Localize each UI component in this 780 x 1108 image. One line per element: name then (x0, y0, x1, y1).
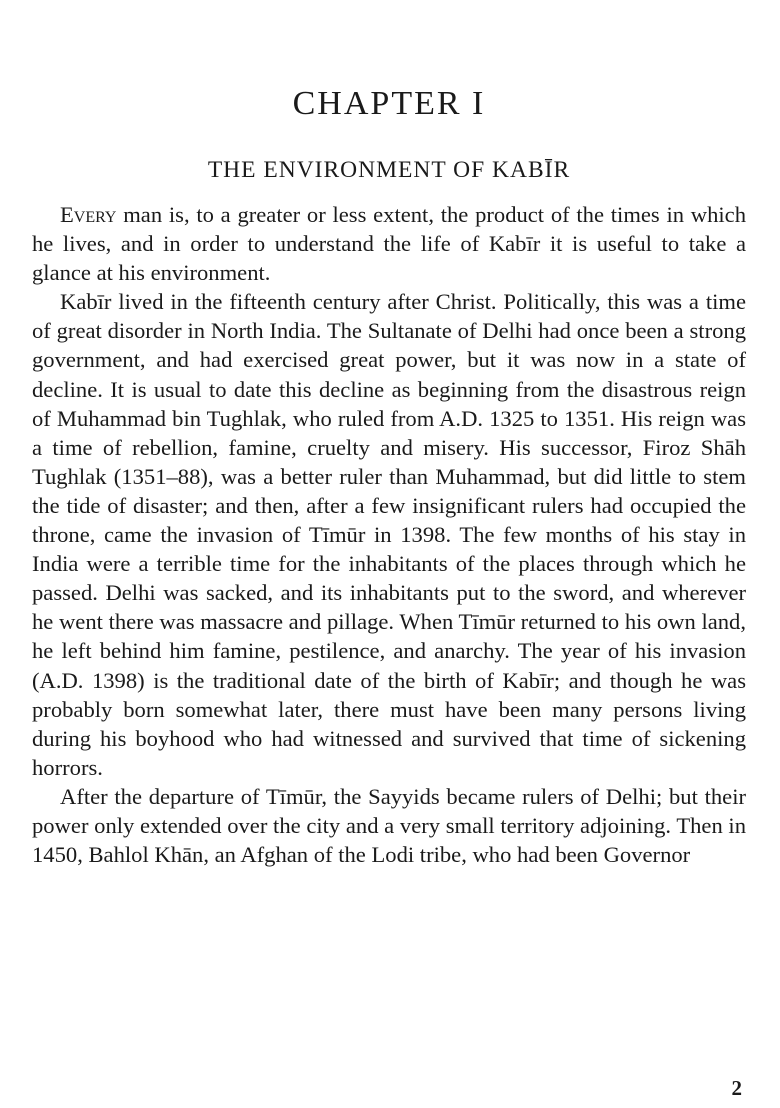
paragraph-text: Kabīr lived in the fifteenth century after Christ. Politically, this was a time of great disorder in North India. The Sultanate of Delhi had once been a strong government, and had exercised great power, but it was now in a state of decline. It is usual to date this decline as beginning from the disastrous reign of Muhammad bin Tughlak, who ruled from A.D. 1325 to 1351. His reign was a time of rebellion, famine, cruelty and misery. His successor, Firoz Shāh Tughlak (1351–88), was a better ruler than Muhammad, but did little to stem the tide of disaster; and then, after a few insignificant rulers had occupied the throne, came the invasion of Tīmūr in 1398. The few months of his stay in India were a terrible time for the inhabitants of the places through which he passed. Delhi was sacked, and its inhabitants put to the sword, and wherever he went there was massacre and pillage. When Tīmūr returned to his own land, he left behind him famine, pestilence, and anarchy. The year of his invasion (A.D. 1398) is the traditional date of the birth of Kabīr; and though he was probably born somewhat later, there must have been many persons living during his boyhood who had witnessed and survived that time of sickening horrors. (32, 289, 746, 780)
paragraph-3 (32, 782, 746, 869)
page-number: 2 (731, 1076, 742, 1100)
book-page (32, 0, 746, 1108)
body-text (32, 200, 746, 869)
paragraph-text: After the departure of Tīmūr, the Sayyids became rulers of Delhi; but their power only extended over the city and a very small territory adjoining. Then in 1450, Bahlol Khān, an Afghan of the Lodi tribe, who had been Governor (32, 783, 746, 868)
paragraph-lead-word: Every (60, 202, 117, 227)
paragraph-1 (32, 200, 746, 287)
paragraph-2 (32, 287, 746, 782)
paragraph-text: man is, to a greater or less extent, the product of the times in which he lives, and in order to understand the life of Kabīr it is useful to take a glance at his environment. (32, 202, 746, 286)
chapter-title: CHAPTER I (292, 84, 486, 122)
chapter-subtitle: THE ENVIRONMENT OF KABĪR (207, 156, 571, 183)
